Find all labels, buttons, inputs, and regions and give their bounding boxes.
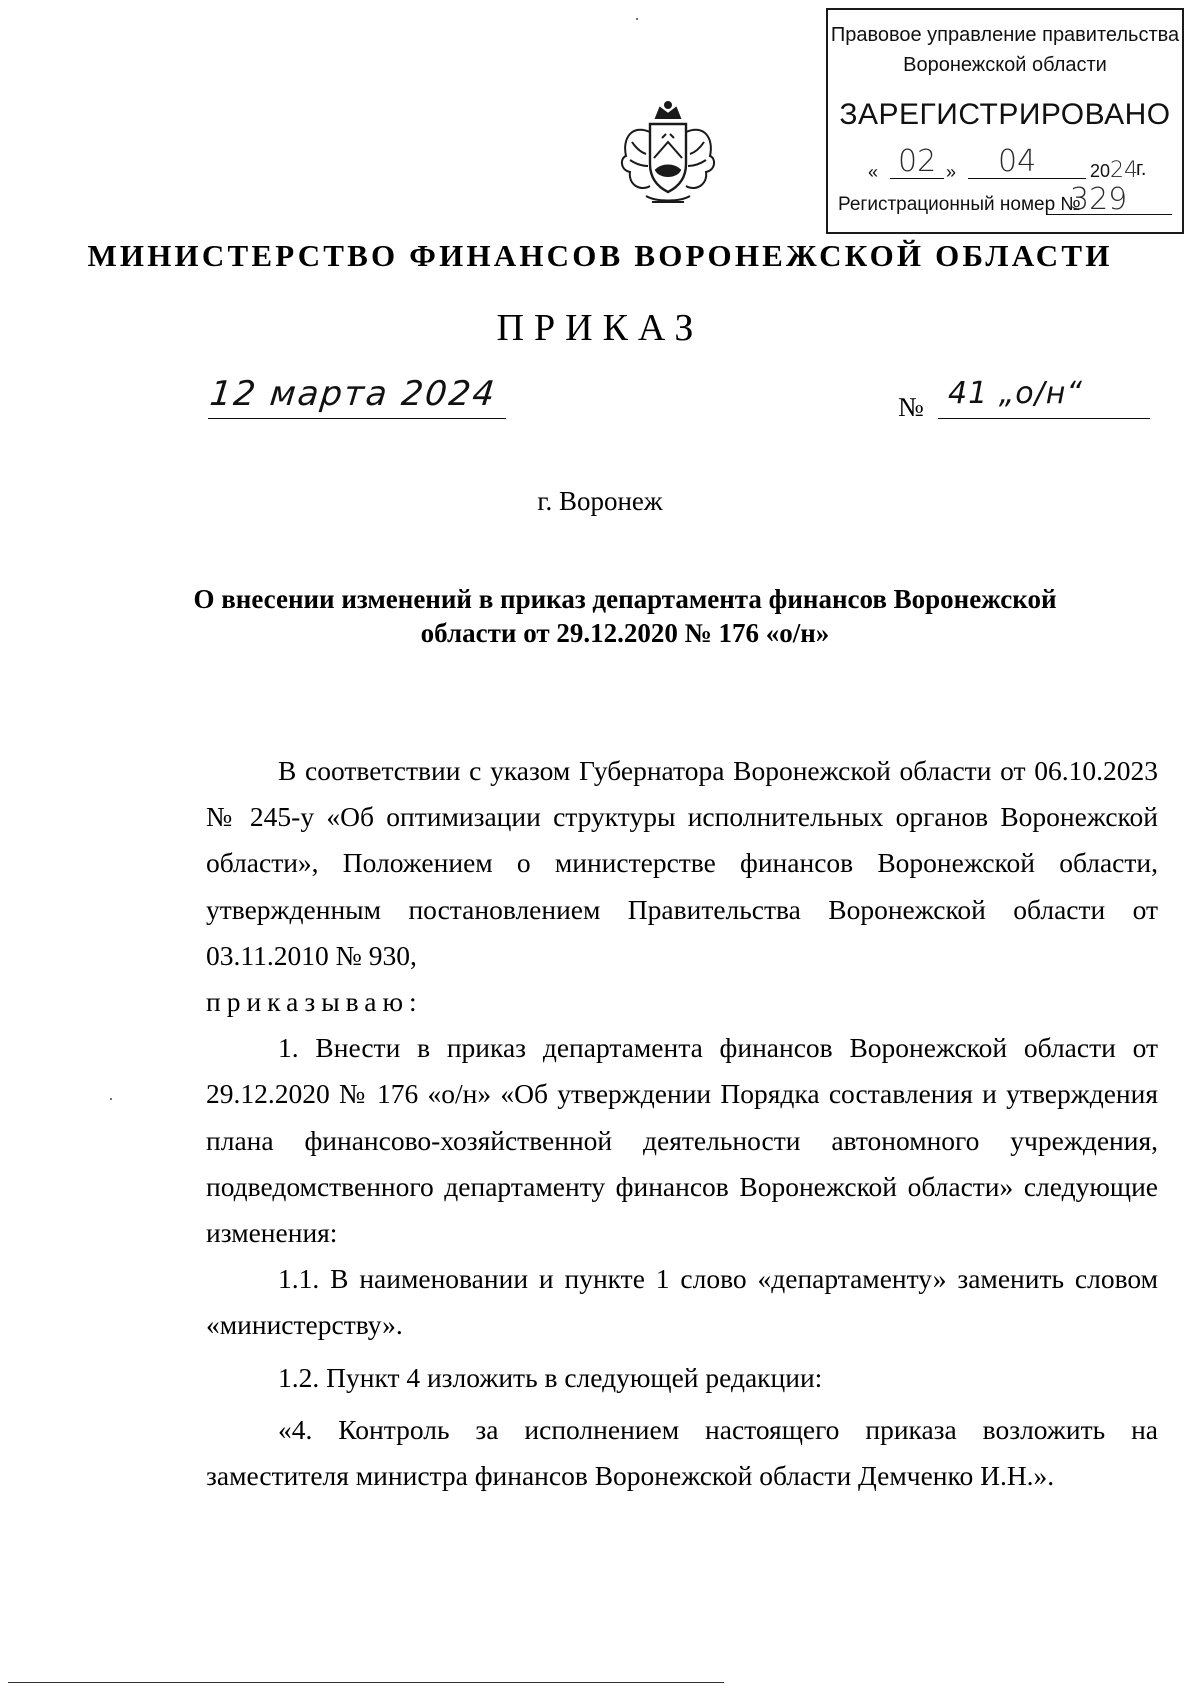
paragraph-order-word: приказываю:	[206, 986, 423, 1018]
stamp-day-field	[890, 146, 944, 179]
paragraph-item-1-1: 1.1. В наименовании и пункте 1 слово «департаменту» заменить словом «министерству».	[206, 1263, 1158, 1341]
title-line1: О внесении изменений в приказ департамента финансов Воронежской	[193, 584, 1057, 614]
paragraph-item-1-2: 1.2. Пункт 4 изложить в следующей редакции:	[278, 1361, 823, 1393]
stamp-year-prefix: 20	[1090, 161, 1111, 181]
stamp-reg-number: 329	[1070, 182, 1128, 217]
stamp-registration-number-line	[838, 182, 1174, 217]
scan-speck	[110, 1098, 112, 1100]
stamp-month: 04	[998, 144, 1037, 179]
stamp-organization	[828, 20, 1182, 80]
stamp-year-suffix: 24	[1110, 158, 1139, 183]
order-number: 41 „о/н“	[948, 376, 1083, 411]
paragraph-item-4-text: «4. Контроль за исполнением настоящего приказа возложить на заместителя министра финансов Воронежской области Демченко И.Н.».	[206, 1413, 1158, 1492]
order-number-sign: №	[898, 392, 924, 422]
document-body	[206, 748, 1158, 1499]
order-number-underline	[938, 418, 1150, 419]
stamp-reg-label: Регистрационный номер №	[838, 194, 1081, 215]
coat-of-arms-icon	[612, 98, 724, 210]
title-line2: области от 29.12.2020 № 176 «о/н»	[420, 618, 830, 648]
document-title	[190, 582, 1060, 650]
stamp-quote-open: «	[868, 162, 879, 182]
stamp-date	[868, 146, 1168, 186]
stamp-org-line1: Правовое управление правительства	[830, 24, 1180, 46]
footer-rule	[8, 1682, 724, 1683]
order-date: 12 марта 2024	[207, 374, 499, 414]
paragraph-preamble: В соответствии с указом Губернатора Воронежской области от 06.10.2023 № 245-у «Об оптимизации структуры исполнительных органов Воронежской области», Положением о министерстве финансов Воронежской области, утвержденным постановлением Правительства Воронежской области от 03.11.2010 № 930,	[206, 755, 1158, 971]
ministry-heading: МИНИСТЕРСТВО ФИНАНСОВ ВОРОНЕЖСКОЙ ОБЛАСТИ	[87, 238, 1113, 273]
scan-speck	[636, 18, 638, 20]
paragraph-item-1: 1. Внести в приказ департамента финансов Воронежской области от 29.12.2020 № 176 «о/н» «Об утверждении Порядка составления и утверждения плана финансово-хозяйственной деятельности автономного учреждения, подведомственного департаменту финансов Воронежской области» следующие изменения:	[206, 1032, 1158, 1249]
stamp-year-field	[1090, 158, 1138, 183]
city-line: г. Воронеж	[537, 486, 663, 516]
order-date-underline	[208, 418, 506, 419]
registration-stamp	[826, 8, 1184, 234]
stamp-status: ЗАРЕГИСТРИРОВАНО	[839, 98, 1171, 131]
stamp-quote-close: »	[946, 162, 957, 182]
document-type: ПРИКАЗ	[496, 307, 704, 349]
stamp-month-field	[968, 146, 1086, 179]
stamp-year-word: г.	[1136, 158, 1147, 180]
stamp-org-line2: Воронежской области	[903, 54, 1107, 76]
stamp-day: 02	[898, 144, 937, 179]
